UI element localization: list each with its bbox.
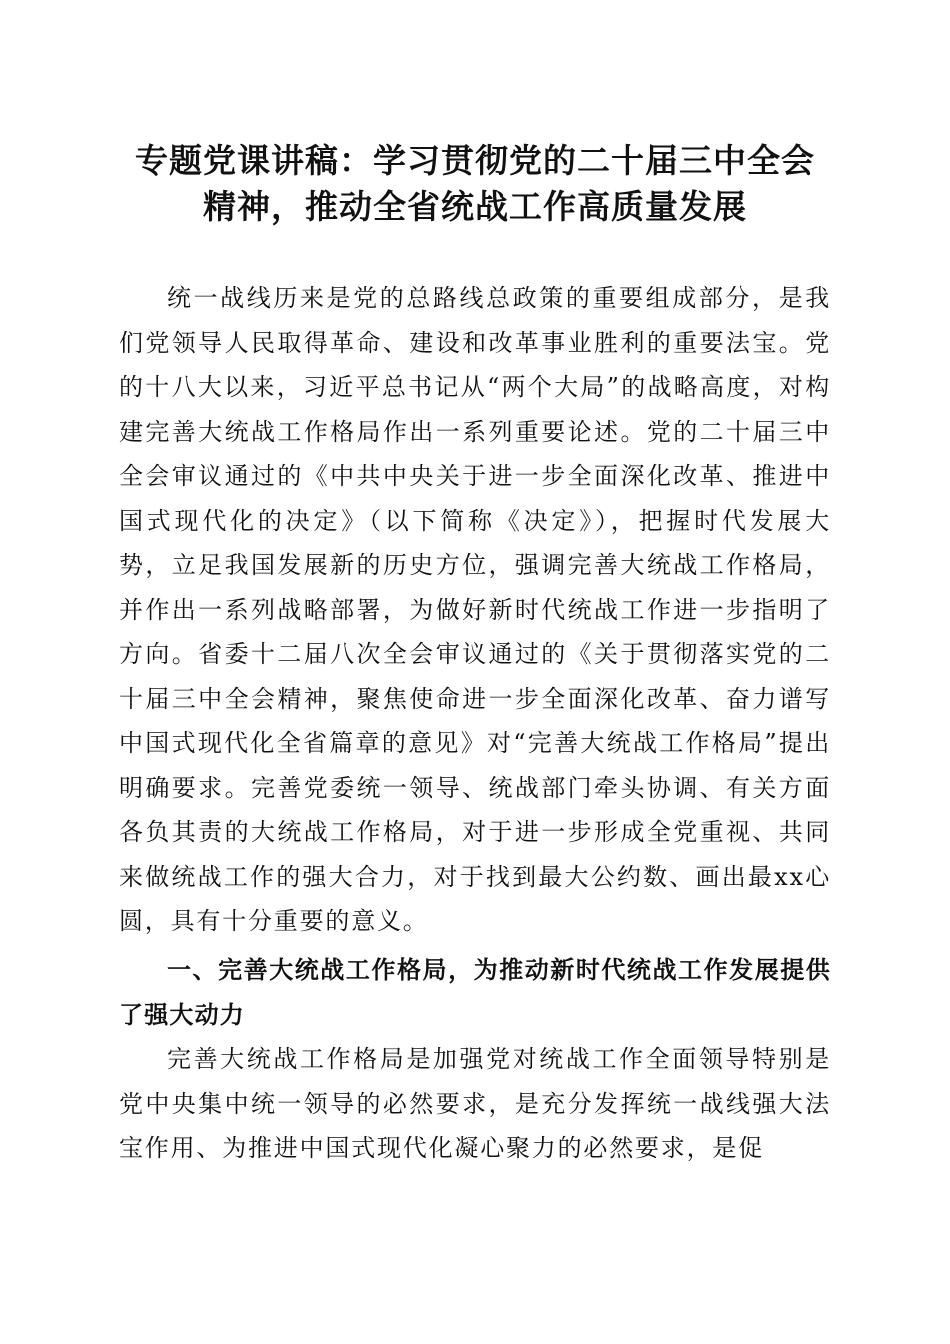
document-title (60, 138, 890, 230)
title-line-2: 精神，推动全省统战工作高质量发展 (203, 187, 747, 226)
title-line-1: 专题党课讲稿：学习贯彻党的二十届三中全会 (135, 141, 815, 180)
paragraph-intro: 统一战线历来是党的总路线总政策的重要组成部分，是我们党领导人民取得革命、建设和改革事业胜利的重要法宝。党的十八大以来，习近平总书记从“两个大局”的战略高度，对构建完善大统战工作格局作出一系列重要论述。党的二十届三中全会审议通过的《中共中央关于进一步全面深化改革、推进中国式现代化的决定》（以下简称《决定》），把握时代发展大势，立足我国发展新的历史方位，强调完善大统战工作格局，并作出一系列战略部署，为做好新时代统战工作进一步指明了方向。省委十二届八次全会审议通过的《关于贯彻落实党的二十届三中全会精神，聚焦使命进一步全面深化改革、奋力谱写中国式现代化全省篇章的意见》对“完善大统战工作格局”提出明确要求。完善党委统一领导、统战部门牵头协调、有关方面各负其责的大统战工作格局，对于进一步形成全党重视、共同来做统战工作的强大合力，对于找到最大公约数、画出最xx心圆，具有十分重要的意义。 (119, 284, 831, 935)
paragraph-section-1: 完善大统战工作格局是加强党对统战工作全面领导特别是党中央集中统一领导的必然要求，是充分发挥统一战线强大法宝作用、为推进中国式现代化凝心聚力的必然要求，是促 (119, 1045, 831, 1162)
section-heading-1: 一、完善大统战工作格局，为推动新时代统战工作发展提供了强大动力 (119, 956, 831, 1029)
